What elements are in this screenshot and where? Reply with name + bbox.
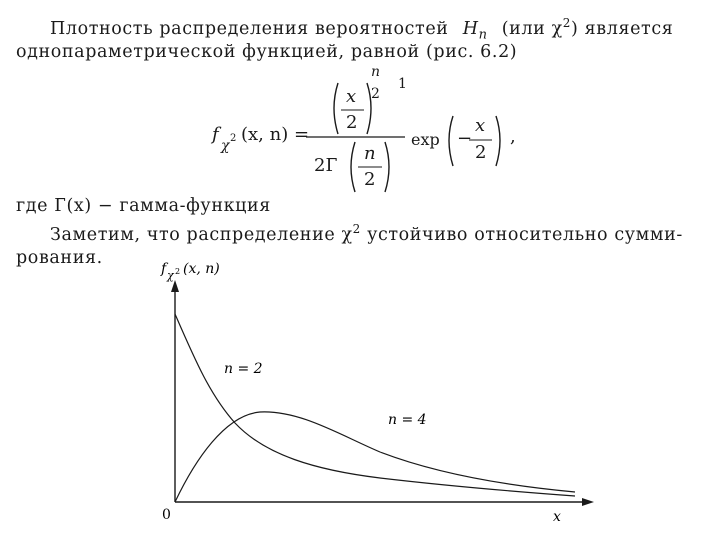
text-prefix: Плотность распределения вероятностей xyxy=(50,18,449,39)
chi-superscript-2: 2 xyxy=(352,222,361,236)
formula-exp: exp xyxy=(411,130,440,149)
text-line-5: рования. xyxy=(16,248,103,268)
formula-n-exponent: n xyxy=(371,64,381,80)
formula-num-two: 2 xyxy=(346,112,358,133)
text-mid: (или χ xyxy=(501,18,563,39)
text-line-2: однопараметрической функцией, равной (рис. 6.2) xyxy=(16,42,518,62)
curve-n2-label: n = 2 xyxy=(224,361,263,377)
origin-label: 0 xyxy=(162,507,171,523)
formula-num-x: x xyxy=(346,86,357,107)
x-axis-label: x xyxy=(553,509,561,525)
curve-n4 xyxy=(175,412,575,502)
text-line-3: где Г(x) − гамма-функция xyxy=(16,196,271,216)
x-axis-arrow xyxy=(582,498,594,506)
text-suffix: ) является xyxy=(571,18,674,39)
formula-denom-n: n xyxy=(364,143,376,164)
h-subscript: n xyxy=(478,27,488,43)
y-axis-label-sup: 2 xyxy=(175,267,181,276)
curve-n4-label: n = 4 xyxy=(388,412,427,428)
formula-exp-two: 2 xyxy=(475,142,487,163)
formula-chi: χ xyxy=(221,138,230,154)
y-axis-label-f: f xyxy=(161,261,167,277)
y-axis-label-args: (x, n) xyxy=(183,261,220,277)
formula-args: (x, n) = xyxy=(241,124,310,145)
formula-one-exponent: 1 xyxy=(398,76,407,92)
formula-f: f xyxy=(212,124,219,145)
formula-denom-two: 2 xyxy=(364,169,376,190)
h-symbol: H xyxy=(462,18,479,39)
formula-exp-x: x xyxy=(475,115,486,136)
formula-denom-prefix: 2Г xyxy=(314,155,338,176)
text-prefix-2: Заметим, что распределение χ xyxy=(50,224,353,245)
formula-two-exponent: 2 xyxy=(371,86,380,102)
text-suffix-2: устойчиво относительно сумми- xyxy=(360,224,683,245)
formula-chi-sup: 2 xyxy=(230,133,237,144)
formula-minus: − xyxy=(457,128,473,149)
y-axis-label-chi: χ xyxy=(167,269,174,282)
curve-n2 xyxy=(175,314,575,496)
chi-superscript: 2 xyxy=(562,16,572,30)
formula-comma: , xyxy=(510,126,516,147)
